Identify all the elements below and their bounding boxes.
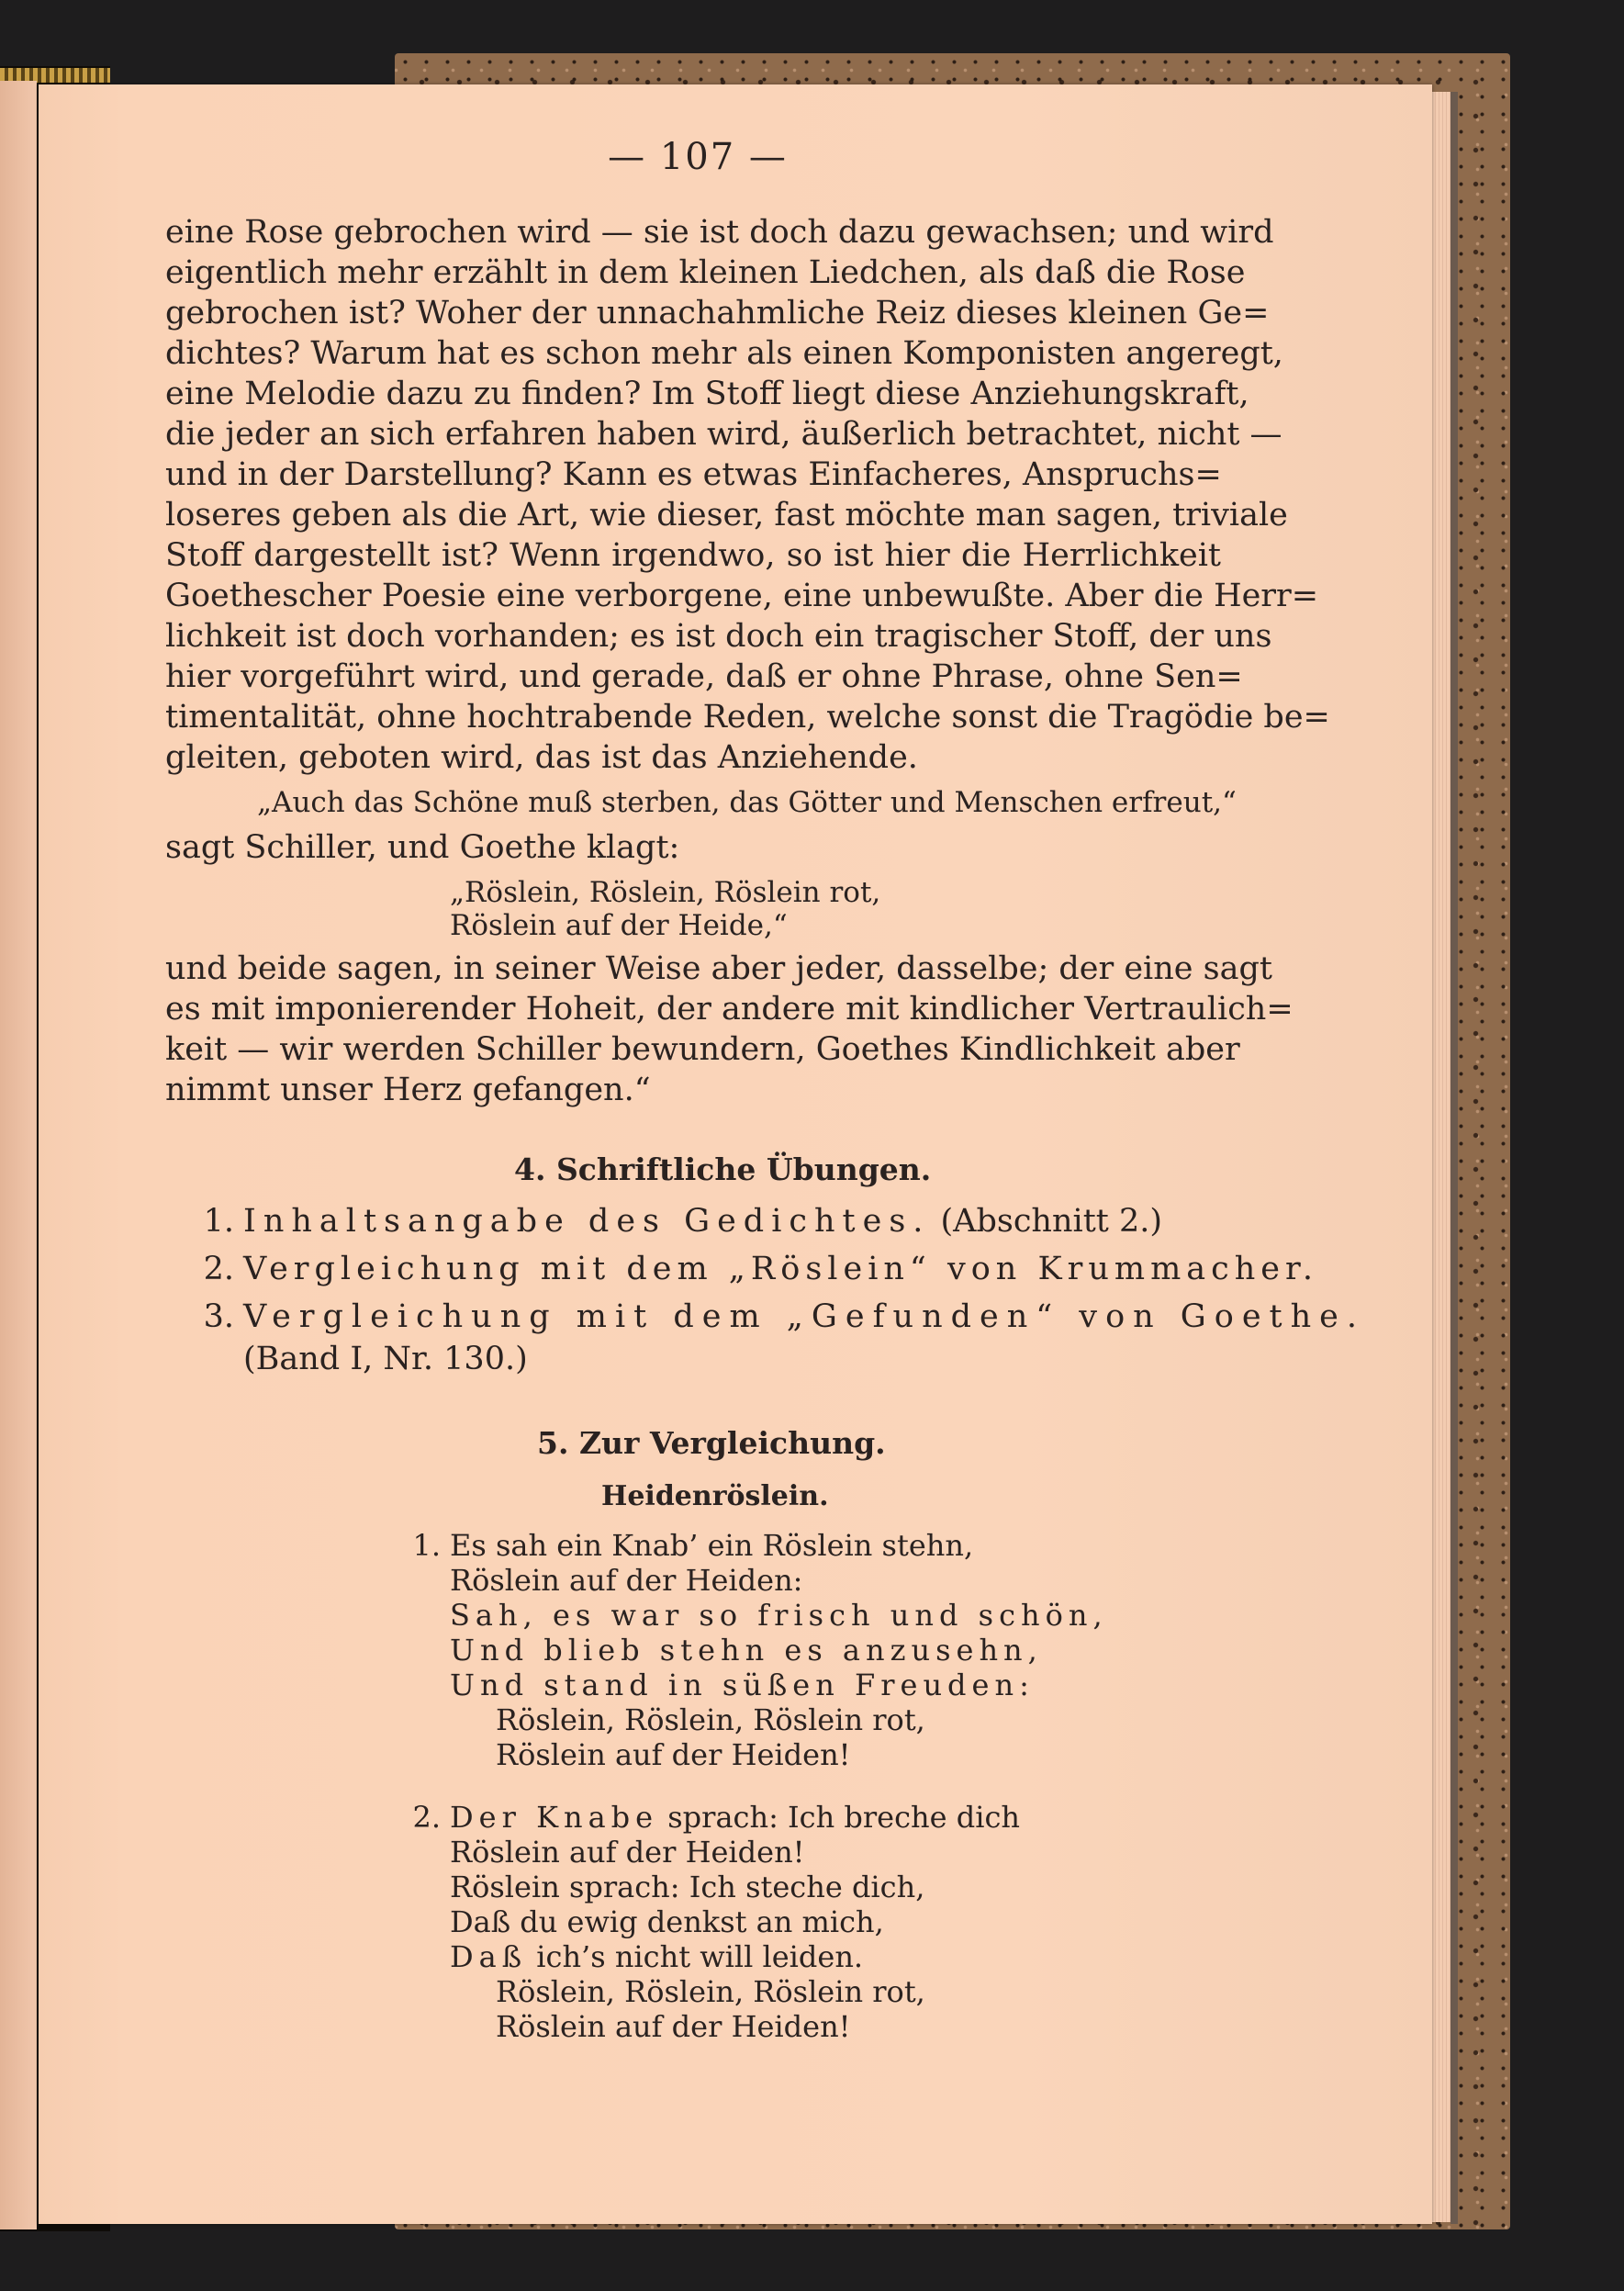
page-number: — 107 — (608, 136, 788, 178)
text-line: es mit imponierender Hoheit, der andere mit kindlicher Vertraulich= (165, 991, 1294, 1028)
text-line: und beide sagen, in seiner Weise aber jeder, dasselbe; der eine sagt (165, 950, 1272, 987)
text-line: eigentlich mehr erzählt in dem kleinen Liedchen, als daß die Rose (165, 254, 1246, 291)
refrain-line: Röslein auf der Heiden! (496, 2009, 851, 2044)
poem-line: Sah, es war so frisch und schön, (450, 1598, 1108, 1633)
text-line: hier vorgeführt wird, und gerade, daß er ohne Phrase, ohne Sen= (165, 658, 1243, 695)
text-line: und in der Darstellung? Kann es etwas Einfacheres, Anspruchs= (165, 456, 1222, 493)
refrain-line: Röslein auf der Heiden! (496, 1737, 851, 1772)
poem-line: Röslein auf der Heiden: (450, 1563, 803, 1598)
poem-line: Und stand in süßen Freuden: (450, 1668, 1035, 1702)
exercise-number: 1. (203, 1203, 234, 1240)
goethe-quote-line: „Röslein, Röslein, Röslein rot, (450, 876, 881, 909)
line-rest: sprach: Ich breche dich (658, 1800, 1020, 1835)
exercise-item (243, 1251, 1318, 1287)
transition-line: sagt Schiller, und Goethe klagt: (165, 829, 680, 866)
poem-line (450, 1800, 1020, 1835)
poem-line: Es sah ein Knab’ ein Röslein stehn, (450, 1528, 974, 1563)
exercise-spaced-text: Vergleichung mit dem „Röslein“ von Krummacher. (243, 1251, 1318, 1287)
poem-line: Daß du ewig denkst an mich, (450, 1904, 884, 1939)
background-band (0, 2233, 1624, 2291)
exercise-spaced-text: Vergleichung mit dem „Gefunden“ von Goethe. (243, 1298, 1365, 1335)
text-line: eine Melodie dazu zu finden? Im Stoff liegt diese Anziehungskraft, (165, 376, 1249, 412)
spaced-words: Daß (450, 1939, 528, 1974)
text-line: keit — wir werden Schiller bewundern, Goethes Kindlichkeit aber (165, 1031, 1240, 1068)
text-line: gleiten, geboten wird, das ist das Anziehende. (165, 739, 918, 776)
exercise-number: 2. (203, 1251, 234, 1287)
exercise-item (243, 1298, 1365, 1335)
line-rest: ich’s nicht will leiden. (527, 1939, 864, 1974)
stanza-number: 2. (412, 1800, 441, 1835)
poem-line: Röslein sprach: Ich steche dich, (450, 1870, 925, 1904)
exercise-rest-text: (Abschnitt 2.) (930, 1203, 1163, 1240)
poem-line: Röslein auf der Heiden! (450, 1835, 805, 1870)
text-line: die jeder an sich erfahren haben wird, äußerlich betrachtet, nicht — (165, 416, 1282, 453)
facing-page-edge (0, 81, 37, 2229)
text-line: Stoff dargestellt ist? Wenn irgendwo, so ist hier die Herrlichkeit (165, 537, 1221, 574)
text-line: dichtes? Warum hat es schon mehr als einen Komponisten angeregt, (165, 335, 1283, 372)
text-line: nimmt unser Herz gefangen.“ (165, 1072, 651, 1108)
text-line: Goethescher Poesie eine verborgene, eine unbewußte. Aber die Herr= (165, 578, 1319, 614)
exercise-item (243, 1203, 1162, 1240)
refrain-line: Röslein, Röslein, Röslein rot, (496, 1702, 925, 1737)
stanza-number: 1. (412, 1528, 441, 1563)
page-block-shadow (1450, 92, 1458, 2224)
text-line: gebrochen ist? Woher der unnachahmliche Reiz dieses kleinen Ge= (165, 295, 1270, 331)
poem-line (450, 1939, 863, 1974)
text-line: loseres geben als die Art, wie dieser, fast möchte man sagen, triviale (165, 497, 1288, 533)
text-line: eine Rose gebrochen wird — sie ist doch dazu gewachsen; und wird (165, 214, 1274, 251)
spaced-words: Der Knabe (450, 1800, 659, 1835)
text-line: lichkeit ist doch vorhanden; es ist doch ein tragischer Stoff, der uns (165, 618, 1272, 655)
text-line: timentalität, ohne hochtrabende Reden, welche sonst die Tragödie be= (165, 699, 1330, 736)
exercises-heading: 4. Schriftliche Übungen. (514, 1151, 932, 1187)
goethe-quote-line: Röslein auf der Heide,“ (450, 909, 788, 942)
exercise-number: 3. (203, 1298, 234, 1335)
exercise-spaced-text: Inhaltsangabe des Gedichtes. (243, 1203, 931, 1240)
schiller-quote: „Auch das Schöne muß sterben, das Götter und Menschen erfreut,“ (257, 786, 1237, 819)
comparison-heading: 5. Zur Vergleichung. (537, 1425, 886, 1461)
exercise-continuation: (Band I, Nr. 130.) (243, 1341, 528, 1377)
poem-line: Und blieb stehn es anzusehn, (450, 1633, 1043, 1668)
refrain-line: Röslein, Röslein, Röslein rot, (496, 1974, 925, 2009)
poem-title: Heidenröslein. (601, 1480, 829, 1512)
